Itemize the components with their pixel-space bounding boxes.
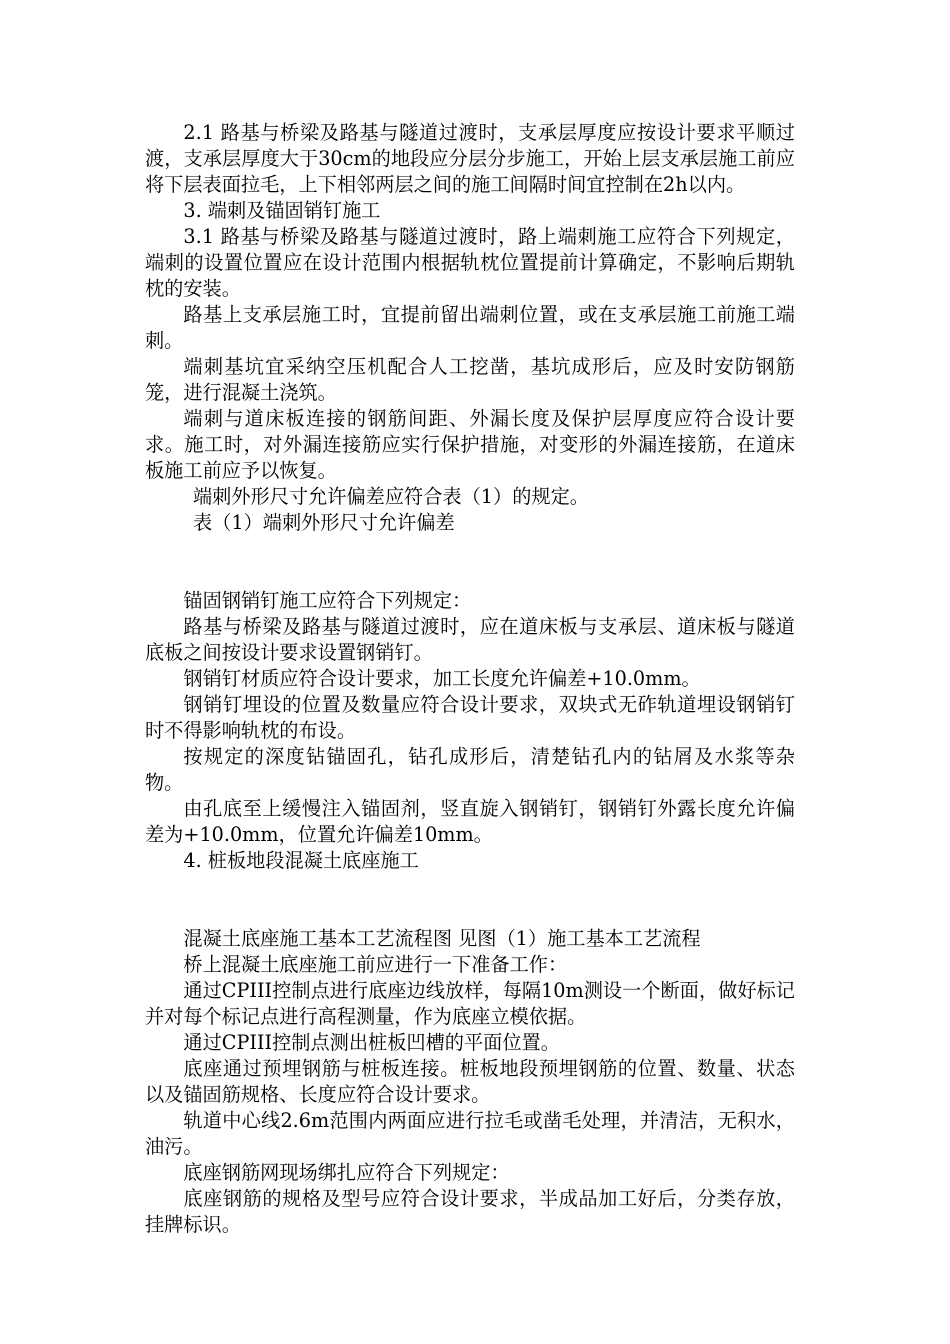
section-heading-4: 4. 桩板地段混凝土底座施工 [183, 849, 419, 872]
paragraph: 底座通过预埋钢筋与桩板连接。桩板地段预埋钢筋的位置、数量、状态以及锚固筋规格、长度应符合设计要求。 [145, 1057, 795, 1106]
paragraph: 路基与桥梁及路基与隧道过渡时，应在道床板与支承层、道床板与隧道底板之间按设计要求设置钢销钉。 [145, 615, 795, 664]
paragraph-2-1: 2.1 路基与桥梁及路基与隧道过渡时，支承层厚度应按设计要求平顺过渡，支承层厚度大于30cm的地段应分层分步施工，开始上层支承层施工前应将下层表面拉毛，上下相邻两层之间的施工间隔时间宜控制在2h以内。 [145, 121, 795, 196]
table-caption: 表（1）端刺外形尺寸允许偏差 [193, 511, 455, 534]
document-body [145, 120, 795, 1238]
paragraph: 底座钢筋的规格及型号应符合设计要求，半成品加工好后，分类存放，挂牌标识。 [145, 1187, 795, 1236]
paragraph: 钢销钉材质应符合设计要求，加工长度允许偏差+10.0mm。 [183, 667, 701, 690]
paragraph: 通过CPIII控制点进行底座边线放样，每隔10m测设一个断面，做好标记并对每个标记点进行高程测量，作为底座立模依据。 [145, 979, 795, 1028]
paragraph: 端刺与道床板连接的钢筋间距、外漏长度及保护层厚度应符合设计要求。施工时，对外漏连接筋应实行保护措施，对变形的外漏连接筋，在道床板施工前应予以恢复。 [145, 407, 795, 482]
section-heading-3: 3. 端刺及锚固销钉施工 [183, 199, 381, 222]
paragraph: 路基上支承层施工时，宜提前留出端刺位置，或在支承层施工前施工端刺。 [145, 303, 795, 352]
paragraph: 钢销钉埋设的位置及数量应符合设计要求，双块式无砟轨道埋设钢销钉时不得影响轨枕的布设。 [145, 693, 795, 742]
paragraph: 通过CPIII控制点测出桩板凹槽的平面位置。 [183, 1031, 560, 1054]
paragraph: 锚固钢销钉施工应符合下列规定： [183, 589, 472, 612]
paragraph: 桥上混凝土底座施工前应进行一下准备工作： [183, 953, 568, 976]
paragraph: 轨道中心线2.6m范围内两面应进行拉毛或凿毛处理，并清洁，无积水，油污。 [145, 1109, 795, 1158]
paragraph: 由孔底至上缓慢注入锚固剂，竖直旋入钢销钉，钢销钉外露长度允许偏差为+10.0mm，位置允许偏差10mm。 [145, 797, 795, 846]
table-placeholder-space [145, 536, 795, 588]
paragraph: 混凝土底座施工基本工艺流程图 见图（1）施工基本工艺流程 [183, 927, 701, 950]
paragraph: 按规定的深度钻锚固孔，钻孔成形后，清楚钻孔内的钻屑及水浆等杂物。 [145, 745, 795, 794]
paragraph: 端刺外形尺寸允许偏差应符合表（1）的规定。 [193, 485, 589, 508]
paragraph-3-1: 3.1 路基与桥梁及路基与隧道过渡时，路上端刺施工应符合下列规定，端刺的设置位置应在设计范围内根据轨枕位置提前计算确定，不影响后期轨枕的安装。 [145, 225, 795, 300]
figure-placeholder-space [145, 874, 795, 926]
paragraph: 底座钢筋网现场绑扎应符合下列规定： [183, 1161, 510, 1184]
paragraph: 端刺基坑宜采纳空压机配合人工挖凿，基坑成形后，应及时安防钢筋笼，进行混凝土浇筑。 [145, 355, 795, 404]
